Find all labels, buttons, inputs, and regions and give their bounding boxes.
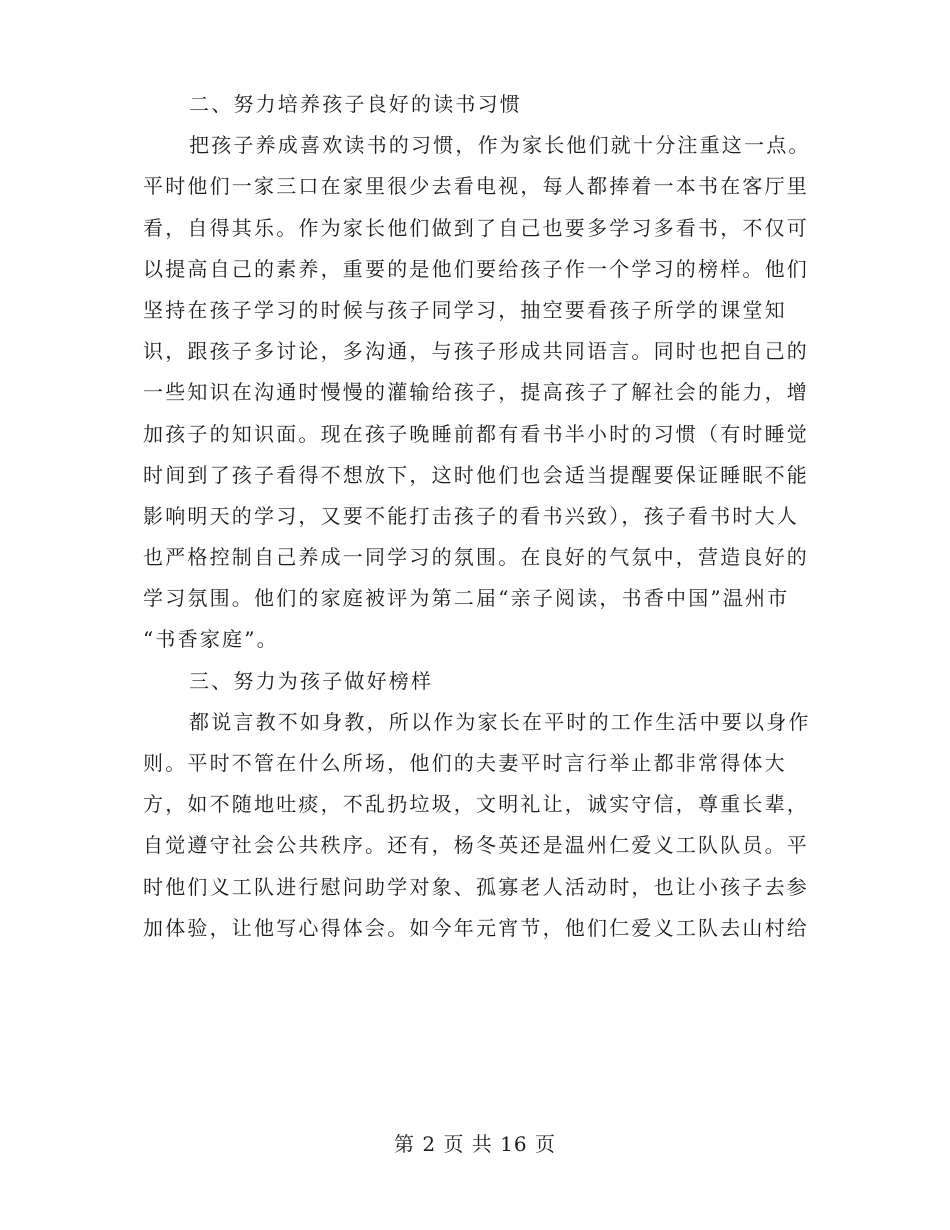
body-text: [143, 84, 811, 949]
paragraph-line: 时他们义工队进行慰问助学对象、孤寡老人活动时，也让小孩子去参: [143, 874, 809, 899]
paragraph-line: 平时他们一家三口在家里很少去看电视，每人都捧着一本书在客厅里: [143, 174, 809, 199]
section-heading: 三、努力为孩子做好榜样: [189, 668, 434, 693]
paragraph-line: 则。平时不管在什么所场，他们的夫妻平时言行举止都非常得体大: [143, 751, 787, 775]
paragraph-line: 都说言教不如身教，所以作为家长在平时的工作生活中要以身作: [189, 709, 811, 734]
paragraph-line: 识，跟孩子多讨论，多沟通，与孩子形成共同语言。同时也把自己的: [143, 339, 809, 364]
paragraph-line: 把孩子养成喜欢读书的习惯，作为家长他们就十分注重这一点。: [189, 133, 811, 158]
paragraph-line: 看，自得其乐。作为家长他们做到了自己也要多学习多看书，不仅可: [143, 215, 809, 240]
paragraph-line: 自觉遵守社会公共秩序。还有，杨冬英还是温州仁爱义工队队员。平: [143, 833, 809, 858]
page-number-footer: 第 2 页 共 16 页: [394, 1132, 556, 1156]
paragraph-line: 时间到了孩子看得不想放下，这时他们也会适当提醒要保证睡眠不能: [143, 462, 809, 487]
paragraph-line: 影响明天的学习，又要不能打击孩子的看书兴致），孩子看书时大人: [143, 503, 799, 528]
paragraph-line: 坚持在孩子学习的时候与孩子同学习，抽空要看孩子所学的课堂知: [143, 297, 787, 322]
paragraph-line: 一些知识在沟通时慢慢的灌输给孩子，提高孩子了解社会的能力，增: [143, 380, 809, 405]
paragraph-line: 方，如不随地吐痰，不乱扔垃圾，文明礼让，诚实守信，尊重长辈，: [143, 792, 809, 817]
section-heading: 二、努力培养孩子良好的读书习惯: [189, 92, 522, 116]
paragraph-line: 加体验，让他写心得体会。如今年元宵节，他们仁爱义工队去山村给: [143, 915, 809, 940]
paragraph-line: 以提高自己的素养，重要的是他们要给孩子作一个学习的榜样。他们: [143, 256, 809, 281]
paragraph-line: “书香家庭”。: [143, 627, 279, 652]
paragraph-line: 学习氛围。他们的家庭被评为第二届“亲子阅读，书香中国”温州市: [143, 586, 790, 611]
paragraph-line: 也严格控制自己养成一同学习的氛围。在良好的气氛中，营造良好的: [143, 545, 809, 570]
paragraph-line: 加孩子的知识面。现在孩子晚睡前都有看书半小时的习惯（有时睡觉: [143, 421, 809, 446]
